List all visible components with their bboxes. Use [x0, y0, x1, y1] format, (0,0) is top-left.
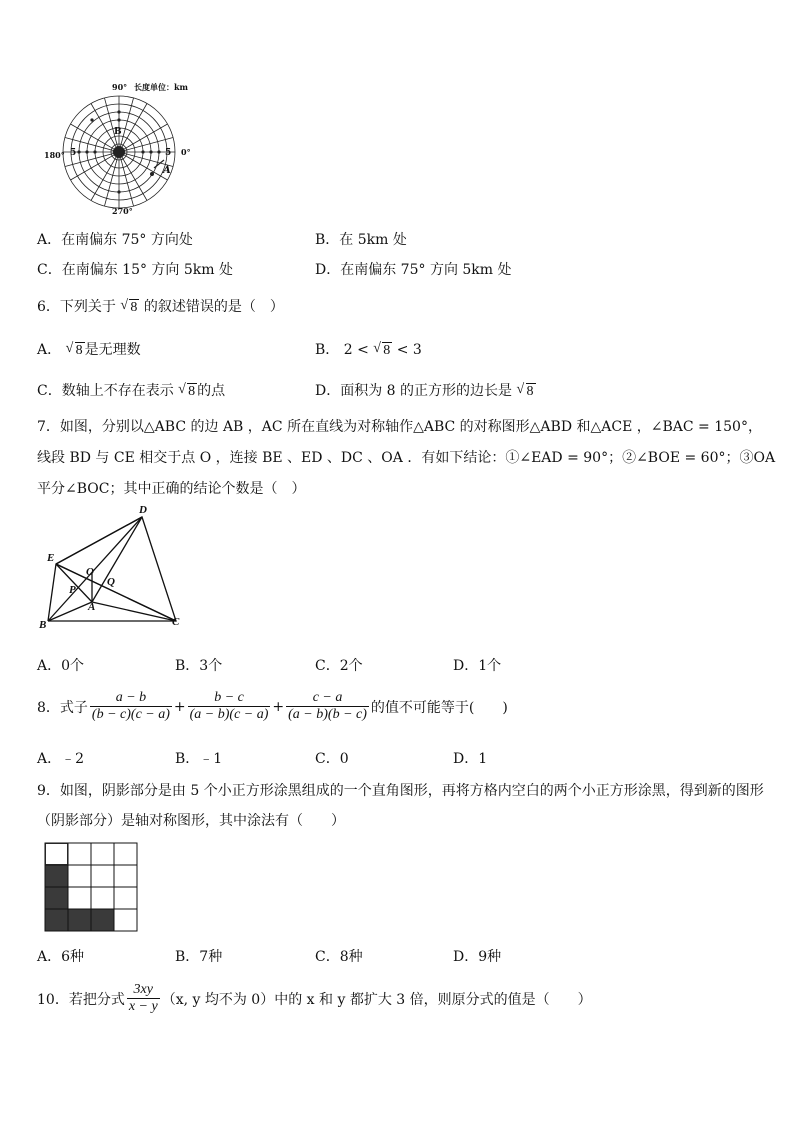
option-text: 在南偏东 75° 方向 5km 处	[340, 262, 512, 278]
polar-label-180: 180°	[44, 150, 65, 160]
q5-option-b[interactable]	[315, 229, 407, 249]
option-letter: D．	[315, 262, 341, 278]
polar-left-five: 5	[70, 148, 77, 158]
polar-point-b: B	[114, 127, 122, 137]
q9-line-1: 9．如图，阴影部分是由 5 个小正方形涂黑组成的一个直角图形，再将方格内空白的两个小正方形涂黑，得到新的图形	[37, 783, 764, 799]
sqrt-8: √ 8	[65, 341, 83, 358]
option-text: 在 5km 处	[339, 232, 407, 248]
q7-figure	[36, 504, 186, 633]
fig-label-b: B	[39, 619, 47, 631]
polar-label-90: 90°	[112, 82, 128, 92]
q6-option-b[interactable]: B． 2 < √ 8 < 3	[315, 341, 422, 358]
q8-option-b[interactable]: B．﹣1	[175, 751, 223, 767]
q9-option-b[interactable]: B．7种	[175, 949, 223, 965]
fraction-1: $\frac{a - b}{(b - c)(c - a)}$	[91, 690, 170, 722]
q6-option-a[interactable]: A． √ 8 是无理数	[37, 341, 141, 358]
fig-label-o: O	[86, 566, 94, 578]
q9-option-c[interactable]: C．8种	[315, 949, 363, 965]
q10-stem: 10．若把分式 $\frac{3xy}{x - y}$ （x, y 均不为 0）中的 x 和 y 都扩大 3 倍，则原分式的值是（ ）	[37, 982, 592, 1014]
polar-chart-svg	[44, 82, 204, 217]
fig-label-c: C	[172, 616, 180, 628]
q7-option-a[interactable]: A．0个	[37, 658, 85, 674]
fraction-3xy: $\frac{3xy}{x - y}$	[128, 982, 158, 1014]
polar-unit-label: 长度单位：km	[134, 82, 189, 92]
option-letter: C．	[37, 262, 62, 278]
option-text: 在南偏东 75° 方向处	[61, 232, 193, 248]
fraction-2: $\frac{b - c}{(a - b)(c - a)}$	[189, 690, 269, 722]
q9-grid-figure	[44, 842, 138, 932]
option-text: 在南偏东 15° 方向 5km 处	[61, 262, 233, 278]
q6-stem: 6．下列关于 √ 8 的叙述错误的是（ ）	[37, 298, 284, 315]
q6-option-d[interactable]: D．面积为 8 的正方形的边长是 √ 8	[315, 382, 534, 399]
q8-option-c[interactable]: C．0	[315, 751, 349, 767]
q9-line-2: （阴影部分）是轴对称图形，其中涂法有（ ）	[37, 813, 345, 829]
q7-line-2: 线段 BD 与 CE 相交于点 O ，连接 BE 、ED 、DC 、OA ．有如下结论：①∠EAD = 90°；②∠BOE = 60°；③OA	[37, 450, 776, 466]
option-letter: A．	[37, 232, 62, 248]
fig-label-d: D	[139, 504, 147, 516]
polar-label-0: 0°	[181, 147, 191, 157]
grid-svg	[44, 842, 138, 932]
fig-label-a: A	[88, 601, 96, 613]
q5-option-d[interactable]	[315, 259, 512, 279]
q8-stem: 8．式子 $\frac{a - b}{(b - c)(c - a)}$ + $\frac{b - c}{(a - b)(c - a)}$ + $\frac{c - a}{(a - b)(b - c)}$ 的值不可能等于( )	[37, 690, 508, 722]
polar-label-270: 270°	[112, 206, 133, 216]
sqrt-8: √ 8	[120, 298, 138, 315]
fraction-3: $\frac{c - a}{(a - b)(b - c)}$	[288, 690, 367, 722]
sqrt-8: √ 8	[373, 341, 391, 358]
q7-line-3: 平分∠BOC；其中正确的结论个数是（ ）	[37, 481, 306, 497]
q7-option-c[interactable]: C．2个	[315, 658, 363, 674]
q7-line-1: 7．如图，分别以△ABC 的边 AB ，AC 所在直线为对称轴作△ABC 的对称图形△ABD 和△ACE ，∠BAC = 150°，	[37, 419, 762, 435]
q8-option-d[interactable]: D．1	[453, 751, 488, 767]
polar-right-five: 5	[165, 148, 172, 158]
fig-label-p: P	[69, 584, 76, 596]
triangle-figure-svg	[36, 508, 186, 633]
q8-option-a[interactable]: A．﹣2	[37, 751, 85, 767]
q5-option-a[interactable]	[37, 229, 193, 249]
fig-label-q: Q	[107, 576, 115, 588]
q5-option-c[interactable]	[37, 259, 233, 279]
q7-option-b[interactable]: B．3个	[175, 658, 223, 674]
sqrt-8: √ 8	[178, 382, 196, 399]
option-letter: B．	[315, 232, 340, 248]
polar-point-a: A	[163, 165, 171, 176]
sqrt-8: √ 8	[516, 382, 534, 399]
polar-figure	[44, 82, 204, 217]
q9-option-a[interactable]: A．6种	[37, 949, 85, 965]
q6-option-c[interactable]: C．数轴上不存在表示 √ 8 的点	[37, 382, 226, 399]
q9-option-d[interactable]: D．9种	[453, 949, 502, 965]
fig-label-e: E	[47, 552, 55, 564]
q7-option-d[interactable]: D．1个	[453, 658, 502, 674]
